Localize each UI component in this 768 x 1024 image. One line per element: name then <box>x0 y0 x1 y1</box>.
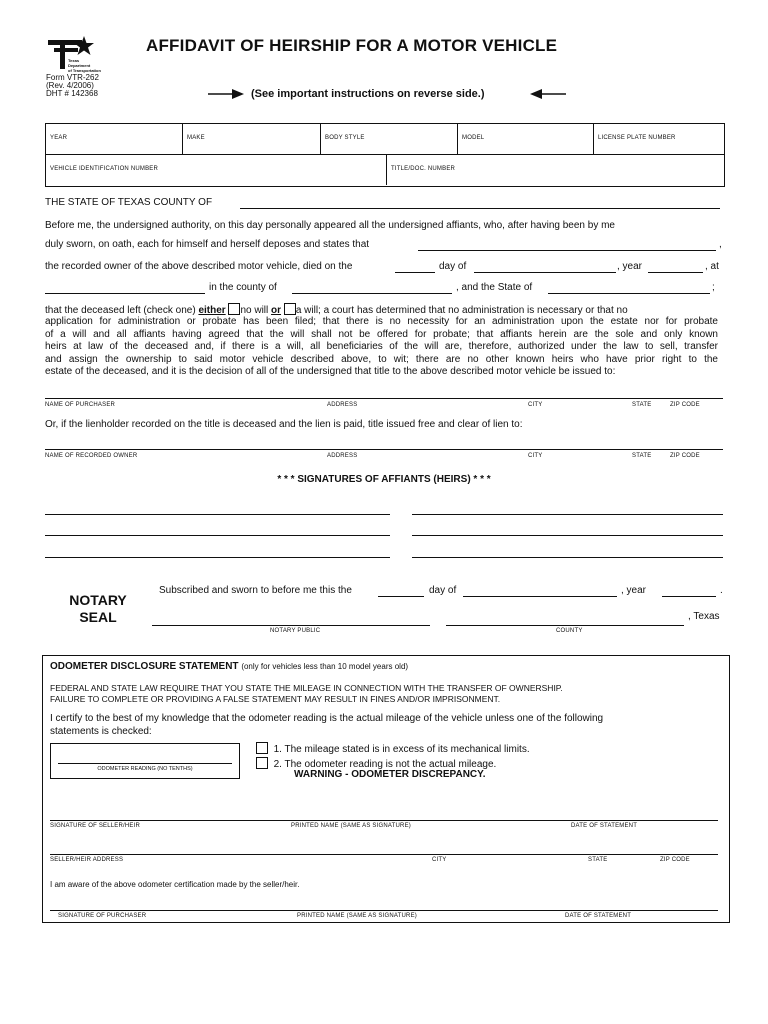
left-arrow-icon <box>530 87 566 99</box>
notary-seal-label-1: NOTARY <box>69 592 127 608</box>
sworn-label: Subscribed and sworn to before me this the <box>159 585 352 596</box>
affiant-signature-line[interactable] <box>412 535 723 536</box>
affiant-signature-line[interactable] <box>45 535 390 536</box>
form-revision: (Rev. 4/2006) <box>46 81 94 90</box>
odometer-law-2: FAILURE TO COMPLETE OR PROVIDING A FALSE STATEMENT MAY RESULT IN FINES AND/OR IMPRISONMENT. <box>50 694 501 704</box>
notary-seal-label-2: SEAL <box>79 609 117 625</box>
model-field[interactable] <box>458 124 594 154</box>
notary-county-input[interactable] <box>446 625 684 626</box>
odometer-reading-label: ODOMETER READING (NO TENTHS) <box>97 766 193 772</box>
body-style-label: BODY STYLE <box>325 135 365 141</box>
not-actual-mileage-checkbox[interactable] <box>256 757 268 769</box>
affiant-signature-line[interactable] <box>412 514 723 515</box>
seller-printed-name-label: PRINTED NAME (SAME AS SIGNATURE) <box>291 823 411 829</box>
odometer-law-1: FEDERAL AND STATE LAW REQUIRE THAT YOU STATE THE MILEAGE IN CONNECTION WITH THE TRANSFER OF OWNERSHIP. <box>50 683 563 693</box>
state-county-label: THE STATE OF TEXAS COUNTY OF <box>45 197 213 208</box>
body-style-field[interactable] <box>321 124 458 154</box>
vin-field[interactable] <box>46 155 387 185</box>
title-doc-label: TITLE/DOC. NUMBER <box>391 166 456 172</box>
instructions-note: (See important instructions on reverse side.) <box>251 88 485 100</box>
odometer-reading-box[interactable] <box>50 743 240 779</box>
affidavit-para-line-4: heirs at law of the deceased and, if there is a will, all beneficiaries of the will are, therefore, authorized under the law to sell, transfer <box>45 341 718 352</box>
purchaser-address-label: ADDRESS <box>327 402 358 408</box>
county-input[interactable] <box>240 208 720 209</box>
seller-signature-line[interactable] <box>50 820 718 821</box>
affidavit-line-2: duly sworn, on oath, each for himself and herself deposes and states that <box>45 239 370 250</box>
odometer-title: ODOMETER DISCLOSURE STATEMENT <box>50 661 239 672</box>
death-county-input[interactable] <box>292 293 452 294</box>
death-month-input[interactable] <box>474 272 616 273</box>
logo-text-2: Department <box>68 63 91 68</box>
notary-county-label: COUNTY <box>556 628 583 634</box>
affidavit-para-line-2: application for administration or probate has been filed; that there is no necessity for an administration upon the estate nor for probate <box>45 316 718 327</box>
purchaser-zip-label: ZIP CODE <box>670 402 700 408</box>
no-will-label: no will <box>240 305 269 316</box>
vin-label: VEHICLE IDENTIFICATION NUMBER <box>50 166 159 172</box>
recorded-owner-input-line[interactable] <box>45 449 723 450</box>
purchaser-printed-name-label: PRINTED NAME (SAME AS SIGNATURE) <box>297 913 417 919</box>
purchaser-signature-line[interactable] <box>50 910 718 911</box>
seller-address-label: SELLER/HEIR ADDRESS <box>50 857 124 863</box>
right-arrow-icon <box>208 87 244 99</box>
affidavit-line-1: Before me, the undersigned authority, on this day personally appeared all the undersigned affiants, who, after having been by me <box>45 220 615 231</box>
notary-year-label: , year <box>621 585 647 596</box>
odometer-certify-2: statements is checked: <box>50 725 152 737</box>
recorded-owner-zip-label: ZIP CODE <box>670 453 700 459</box>
check-one-label: that the deceased left (check one) <box>45 305 196 316</box>
seller-state-label: STATE <box>588 857 608 863</box>
affidavit-para-line-5: and assign the ownership to said motor vehicle described above, to wit; there are no other known heirs who have prior right to the <box>45 353 718 365</box>
odometer-reading-line <box>58 763 232 764</box>
seller-signature-label: SIGNATURE OF SELLER/HEIR <box>50 823 141 829</box>
state-of-label: , and the State of <box>456 282 533 293</box>
recorded-owner-city-label: CITY <box>528 453 543 459</box>
notary-public-label: NOTARY PUBLIC <box>270 628 321 634</box>
or-label: or <box>271 305 282 316</box>
purchaser-city-label: CITY <box>528 402 543 408</box>
lienholder-text: Or, if the lienholder recorded on the title is deceased and the lien is paid, title issued free and clear of lien to: <box>45 419 523 430</box>
make-field[interactable] <box>183 124 321 154</box>
mechanical-limits-label: 1. The mileage stated is in excess of its mechanical limits. <box>273 744 530 755</box>
odometer-warning: WARNING - ODOMETER DISCREPANCY. <box>294 769 486 780</box>
odometer-title-row <box>50 661 408 672</box>
death-year-input[interactable] <box>648 272 703 273</box>
affidavit-para-line-3: of a will and all affiants having agreed that the will shall not be offered for probate; that affiants herein are the sole and only known <box>45 328 718 340</box>
affiant-signature-line[interactable] <box>45 514 390 515</box>
will-label: a will; a court has determined that no administration is necessary or that no <box>295 305 628 316</box>
signatures-heading: * * * SIGNATURES OF AFFIANTS (HEIRS) * * * <box>277 474 491 485</box>
affiant-signature-line[interactable] <box>45 557 390 558</box>
notary-public-signature-line[interactable] <box>152 625 430 626</box>
notary-day-input[interactable] <box>378 596 424 597</box>
license-plate-label: LICENSE PLATE NUMBER <box>598 135 676 141</box>
semicolon: ; <box>712 282 715 293</box>
logo-text-1: Texas <box>68 58 80 63</box>
page-title: AFFIDAVIT OF HEIRSHIP FOR A MOTOR VEHICLE <box>146 36 558 55</box>
affidavit-para-line-6: estate of the deceased, and it is the decision of all of the undersigned that title to the above described motor vehicle be issued to: <box>45 366 616 377</box>
seller-city-label: CITY <box>432 857 447 863</box>
dht-number: DHT # 142368 <box>46 89 98 98</box>
form-number: Form VTR-262 <box>46 73 99 82</box>
death-state-input[interactable] <box>548 293 710 294</box>
day-of-label: day of <box>439 261 467 272</box>
odometer-certify-1: I certify to the best of my knowledge that the odometer reading is the actual mileage of the vehicle unless one of the following <box>50 713 604 724</box>
period: . <box>720 585 723 596</box>
purchaser-input-line[interactable] <box>45 398 723 399</box>
at-label: , at <box>705 261 719 272</box>
mechanical-limits-checkbox[interactable] <box>256 742 268 754</box>
make-label: MAKE <box>187 135 205 141</box>
odometer-title-note: (only for vehicles less than 10 model years old) <box>241 662 409 671</box>
comma: , <box>719 239 722 250</box>
seller-address-line[interactable] <box>50 854 718 855</box>
notary-day-of-label: day of <box>429 585 457 596</box>
deceased-name-input[interactable] <box>418 250 716 251</box>
model-label: MODEL <box>462 135 485 141</box>
recorded-owner-state-label: STATE <box>632 453 652 459</box>
vehicle-info-table <box>45 123 725 187</box>
notary-year-input[interactable] <box>662 596 716 597</box>
notary-month-input[interactable] <box>463 596 617 597</box>
purchaser-aware-text: I am aware of the above odometer certification made by the seller/heir. <box>50 880 300 889</box>
recorded-owner-address-label: ADDRESS <box>327 453 358 459</box>
in-county-label: in the county of <box>209 282 277 293</box>
either-label: either <box>198 305 226 316</box>
seller-zip-label: ZIP CODE <box>660 857 690 863</box>
not-actual-mileage-label: 2. The odometer reading is not the actual mileage. <box>273 759 497 770</box>
will-checkbox[interactable] <box>284 303 296 315</box>
texas-label: , Texas <box>688 611 720 622</box>
no-will-checkbox[interactable] <box>228 303 240 315</box>
logo-text-3: of Transportation <box>68 68 101 73</box>
affiant-signature-line[interactable] <box>412 557 723 558</box>
title-doc-field[interactable] <box>387 155 724 185</box>
affidavit-line-3: the recorded owner of the above described motor vehicle, died on the <box>45 261 353 272</box>
purchaser-name-label: NAME OF PURCHASER <box>45 402 116 408</box>
year-label-text: , year <box>617 261 643 272</box>
year-field[interactable] <box>46 124 183 154</box>
recorded-owner-name-label: NAME OF RECORDED OWNER <box>45 453 138 459</box>
purchaser-date-label: DATE OF STATEMENT <box>565 913 632 919</box>
death-place-input[interactable] <box>45 293 205 294</box>
license-plate-field[interactable] <box>594 124 724 154</box>
purchaser-state-label: STATE <box>632 402 652 408</box>
purchaser-signature-label: SIGNATURE OF PURCHASER <box>58 913 147 919</box>
seller-date-label: DATE OF STATEMENT <box>571 823 638 829</box>
death-day-input[interactable] <box>395 272 435 273</box>
year-label: YEAR <box>50 135 68 141</box>
